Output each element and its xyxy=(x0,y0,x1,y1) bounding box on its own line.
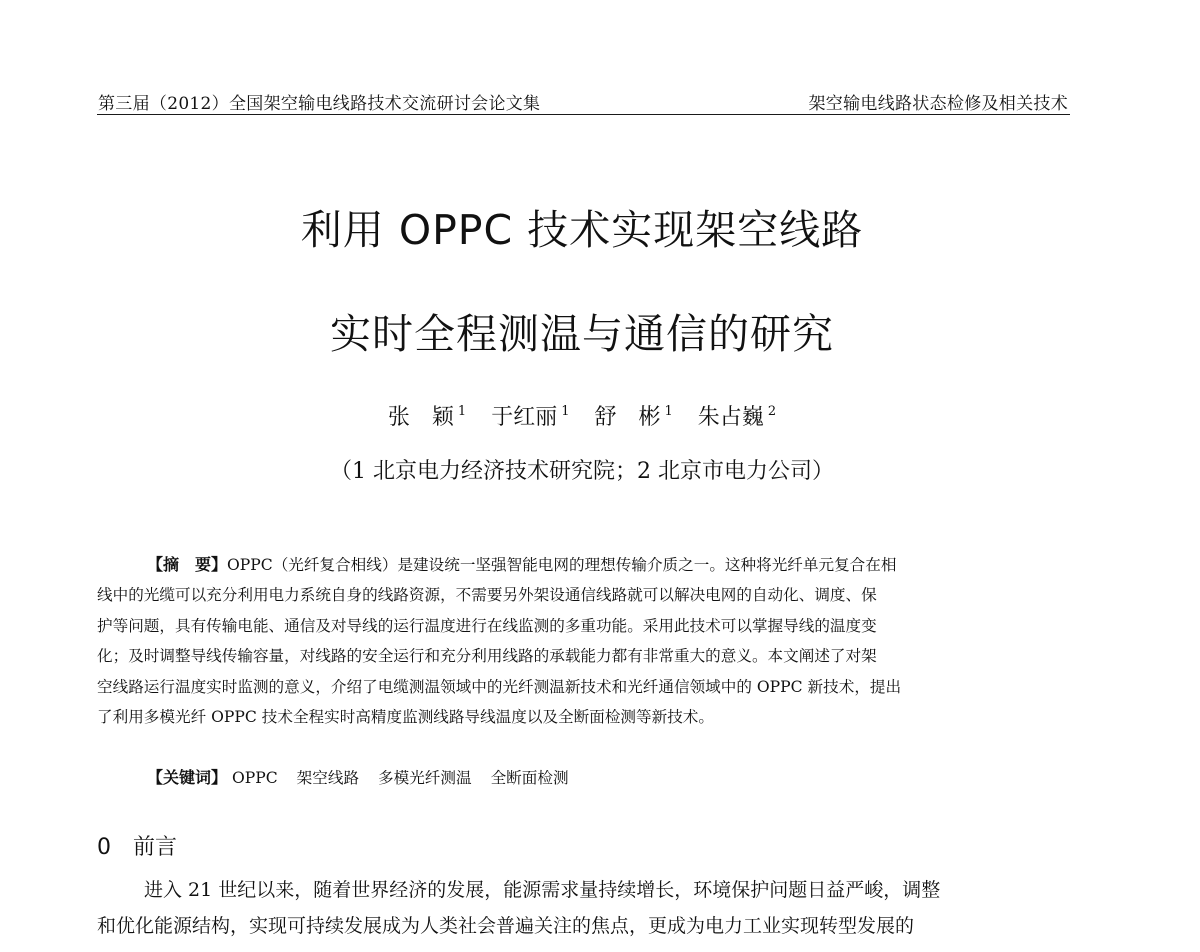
keywords xyxy=(147,765,583,791)
running-header-right: 架空输电线路状态检修及相关技术 xyxy=(808,94,1068,114)
section-title: 前言 xyxy=(133,835,178,860)
abstract xyxy=(97,550,1067,732)
author-name: 朱占巍 xyxy=(697,405,764,430)
keyword: 架空线路 xyxy=(296,769,360,787)
body-text xyxy=(97,872,1072,944)
author-list xyxy=(0,400,1164,431)
abstract-line: 线中的光缆可以充分利用电力系统自身的线路资源，不需要另外架设通信线路就可以解决电网的自动化、调度、保 xyxy=(97,586,877,605)
section-number: 0 xyxy=(97,835,111,860)
author-name: 张 颖 xyxy=(387,405,454,430)
author-affiliation-mark: 1 xyxy=(561,404,570,419)
author-affiliation-mark: 1 xyxy=(664,404,673,419)
author-affiliation-mark: 1 xyxy=(457,404,467,419)
section-heading xyxy=(97,830,177,861)
abstract-line: 了利用多模光纤 OPPC 技术全程实时高精度监测线路导线温度以及全断面检测等新技术。 xyxy=(97,708,714,727)
affiliations: （1 北京电力经济技术研究院；2 北京市电力公司） xyxy=(330,459,834,484)
abstract-line: 【摘 要】OPPC（光纤复合相线）是建设统一坚强智能电网的理想传输介质之一。这种将光纤单元复合在相 xyxy=(147,555,897,574)
author xyxy=(595,405,673,430)
abstract-label: 【摘 要】 xyxy=(147,555,228,574)
abstract-line: 化；及时调整导线传输容量，对线路的安全运行和充分利用线路的承载能力都有非常重大的意义。本文阐述了对架 xyxy=(97,647,877,666)
author xyxy=(698,405,776,430)
running-header-left: 第三届（2012）全国架空输电线路技术交流研讨会论文集 xyxy=(98,94,541,114)
author xyxy=(388,405,466,430)
author-affiliation-mark: 2 xyxy=(767,404,777,419)
author-name: 舒 彬 xyxy=(594,405,661,430)
abstract-line: 空线路运行温度实时监测的意义，介绍了电缆测温领域中的光纤测温新技术和光纤通信领域中的 OPPC 新技术，提出 xyxy=(97,677,902,696)
author-name: 于红丽 xyxy=(491,405,558,430)
paper-title-line-1: 利用 OPPC 技术实现架空线路 xyxy=(300,206,864,254)
abstract-line: 护等问题，具有传输电能、通信及对导线的运行温度进行在线监测的多重功能。采用此技术可以掌握导线的温度变 xyxy=(97,616,877,635)
keyword: 全断面检测 xyxy=(490,769,569,787)
body-line: 进入 21 世纪以来，随着世界经济的发展，能源需求量持续增长，环境保护问题日益严峻，调整 xyxy=(144,879,941,901)
keyword: OPPC xyxy=(231,769,278,787)
paper-title-line-2: 实时全程测温与通信的研究 xyxy=(330,310,834,358)
keyword: 多模光纤测温 xyxy=(378,769,472,787)
body-line: 和优化能源结构，实现可持续发展成为人类社会普遍关注的焦点，更成为电力工业实现转型发展的 xyxy=(97,915,915,937)
header-rule xyxy=(97,114,1070,115)
keywords-label: 【关键词】 xyxy=(147,768,228,787)
author xyxy=(491,405,569,430)
